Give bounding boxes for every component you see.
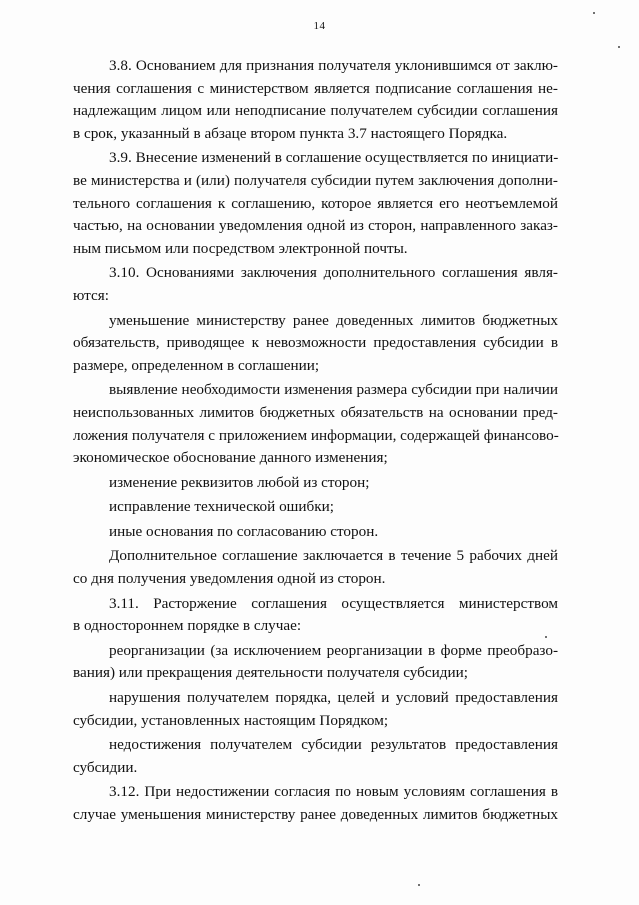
text-line: Дополнительное соглашение заключается в течение 5 рабочих дней [109, 547, 558, 565]
text-line: экономическое обоснование данного изменения; [73, 449, 388, 467]
text-line: со дня получения уведомления одной из сторон. [73, 570, 386, 588]
text-line: ным письмом или посредством электронной почты. [73, 239, 408, 257]
text-line: 3.10. Основаниями заключения дополнительного соглашения явля- [109, 264, 558, 282]
text-line: тельного соглашения к соглашению, которое является его неотъемлемой [73, 194, 558, 212]
text-line: субсидии. [73, 758, 138, 776]
text-line: 3.11. Расторжение соглашения осуществляется министерством [109, 594, 558, 612]
text-line: ложения получателя с приложением информации, содержащей финансово- [73, 426, 559, 444]
text-line: выявление необходимости изменения размера субсидии при наличии [109, 381, 558, 399]
text-line: изменение реквизитов любой из сторон; [109, 473, 370, 491]
scan-speck [593, 12, 595, 14]
scan-speck [618, 46, 620, 48]
text-line: неиспользованных лимитов бюджетных обязательств на основании пред- [73, 403, 558, 421]
scan-speck [545, 636, 547, 638]
text-line: иные основания по согласованию сторон. [109, 522, 379, 540]
text-line: исправление технической ошибки; [109, 498, 334, 516]
document-body [73, 55, 558, 827]
text-line: в срок, указанный в абзаце втором пункта 3.7 настоящего Порядка. [73, 124, 508, 142]
text-line: 3.9. Внесение изменений в соглашение осуществляется по инициати- [109, 149, 559, 167]
text-line: уменьшение министерству ранее доведенных лимитов бюджетных [109, 311, 558, 329]
text-line: реорганизации (за исключением реорганизации в форме преобразо- [109, 641, 558, 659]
text-line: вания) или прекращения деятельности получателя субсидии; [73, 664, 468, 682]
text-line: ются: [73, 286, 109, 304]
text-line: частью, на основании уведомления одной из сторон, направленного заказ- [73, 217, 558, 235]
text-line: надлежащим лицом или неподписание получателем субсидии соглашения [73, 102, 558, 120]
scan-speck [418, 884, 420, 886]
text-line: субсидии, установленных настоящим Порядком; [73, 711, 389, 729]
text-line: чения соглашения с министерством является подписание соглашения не- [73, 79, 558, 97]
page-number: 14 [313, 20, 326, 32]
text-line: размере, определенном в соглашении; [73, 356, 320, 374]
text-line: нарушения получателем порядка, целей и условий предоставления [109, 689, 558, 707]
text-line: недостижения получателем субсидии результатов предоставления [109, 736, 558, 754]
text-line: случае уменьшения министерству ранее доведенных лимитов бюджетных [73, 806, 558, 823]
text-line: в одностороннем порядке в случае: [73, 617, 302, 635]
text-line: 3.12. При недостижении согласия по новым условиям соглашения в [109, 783, 558, 801]
text-line: ве министерства и (или) получателя субсидии путем заключения дополни- [73, 171, 558, 189]
text-line: обязательств, приводящее к невозможности предоставления субсидии в [73, 334, 558, 352]
text-line: 3.8. Основанием для признания получателя уклонившимся от заклю- [109, 57, 558, 74]
